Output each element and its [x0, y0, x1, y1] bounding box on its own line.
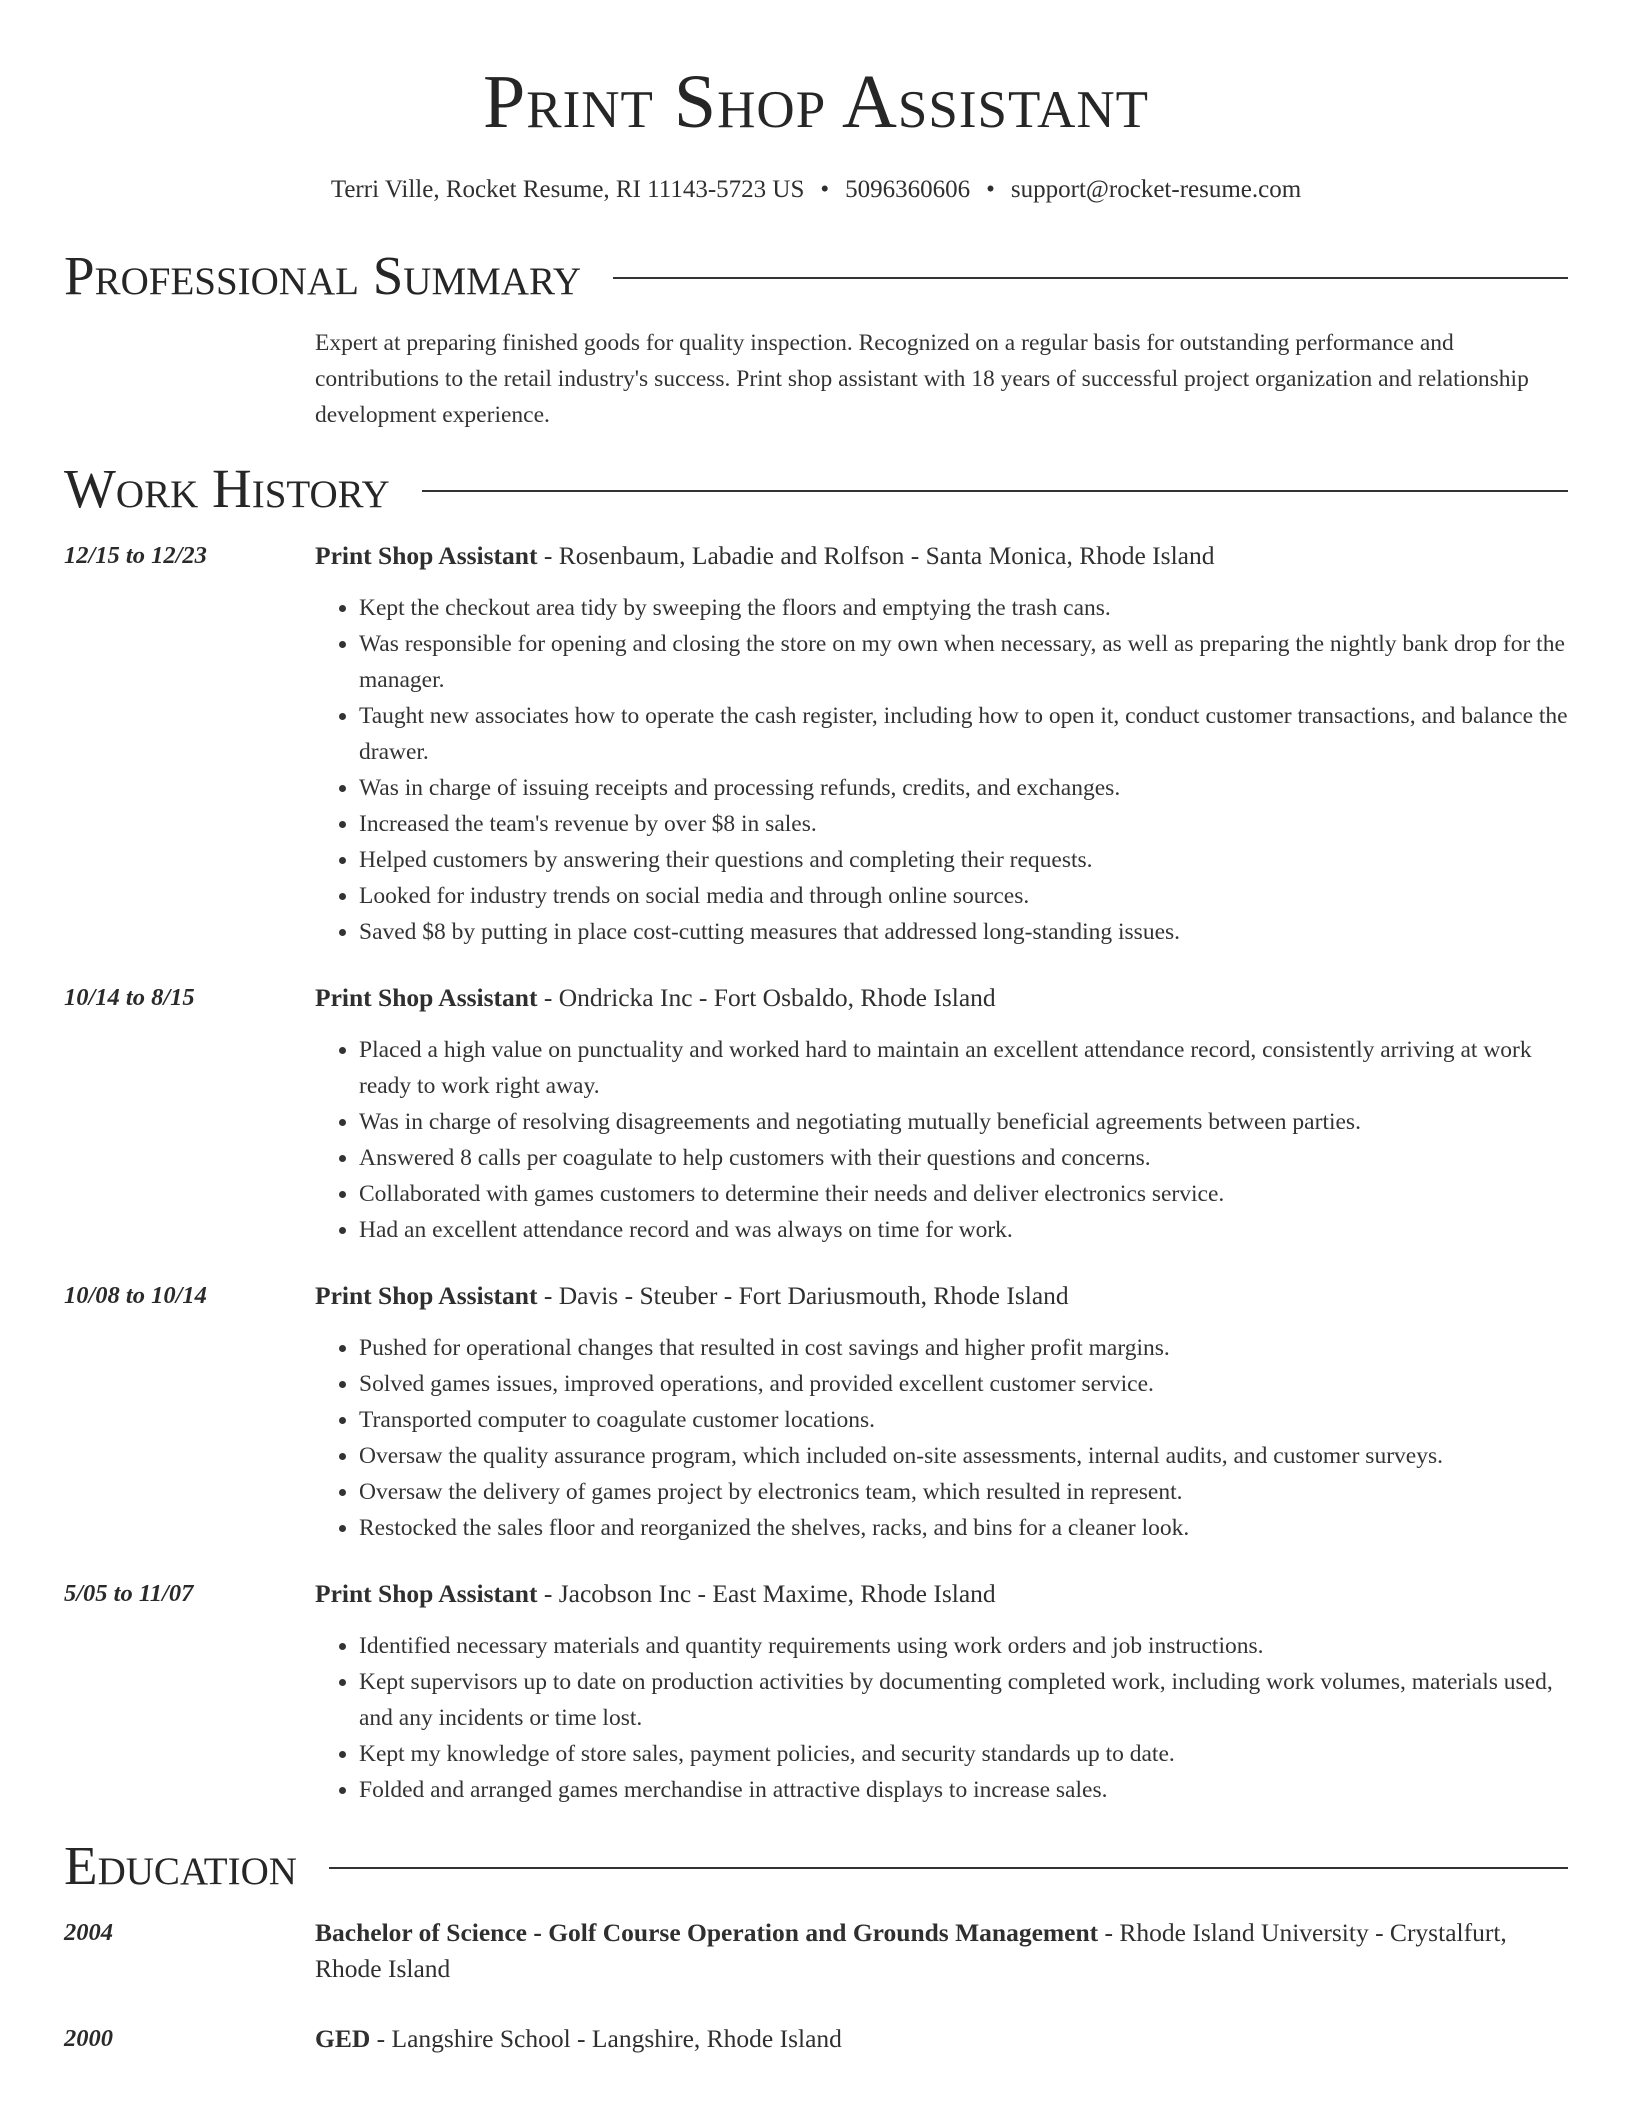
education-year: 2004: [64, 1919, 113, 1946]
job-dates: 10/08 to 10/14: [64, 1282, 207, 1309]
education-title-line: [315, 1915, 1568, 1987]
contact-separator: •: [820, 176, 830, 203]
job-bullet: • Had an excellent attendance record and was always on time for work.: [359, 1212, 1568, 1248]
contact-email: support@rocket-resume.com: [1010, 176, 1302, 203]
job-entry: [64, 980, 1568, 1248]
education-body: [315, 1915, 1568, 1987]
job-title-line: [315, 1278, 1568, 1314]
job-bullet: • Collaborated with games customers to determine their needs and deliver electronics service.: [359, 1176, 1568, 1212]
job-bullet: • Taught new associates how to operate the cash register, including how to open it, conduct customer transactions, and balance the drawer.: [359, 698, 1568, 770]
job-details: - Davis - Steuber - Fort Dariusmouth, Rhode Island: [537, 1281, 1069, 1310]
job-entry: [64, 1278, 1568, 1546]
job-role: Print Shop Assistant: [315, 1579, 538, 1608]
job-bullet: • Transported computer to coagulate customer locations.: [359, 1402, 1568, 1438]
section-divider: [613, 277, 1568, 279]
candidate-name: Print Shop Assistant: [482, 60, 1150, 144]
contact-address: Terri Ville, Rocket Resume, RI 11143-5723 US: [330, 176, 805, 203]
job-details: - Rosenbaum, Labadie and Rolfson - Santa Monica, Rhode Island: [537, 541, 1215, 570]
job-bullet: • Identified necessary materials and quantity requirements using work orders and job instructions.: [359, 1628, 1568, 1664]
job-title-line: [315, 538, 1568, 574]
job-entry: [64, 1576, 1568, 1808]
job-details: - Ondricka Inc - Fort Osbaldo, Rhode Island: [537, 983, 996, 1012]
job-bullet: • Looked for industry trends on social media and through online sources.: [359, 878, 1568, 914]
education-section-header: [64, 1835, 1568, 1896]
education-entry: [64, 1915, 1568, 1987]
job-role: Print Shop Assistant: [315, 1281, 538, 1310]
job-body: [315, 1576, 1568, 1808]
job-title-line: [315, 980, 1568, 1016]
education-details: - Rhode Island University - Crystalfurt, Rhode Island: [315, 1918, 1507, 1983]
job-title-line: [315, 1576, 1568, 1612]
job-dates: 10/14 to 8/15: [64, 984, 195, 1011]
education-year: 2000: [64, 2025, 113, 2052]
contact-separator: •: [986, 176, 995, 203]
education-section-title: Education: [64, 1835, 297, 1896]
education-details: - Langshire School - Langshire, Rhode Island: [370, 2024, 842, 2053]
job-body: [315, 538, 1568, 950]
job-bullet: • Answered 8 calls per coagulate to help customers with their questions and concerns.: [359, 1140, 1568, 1176]
job-bullet: • Was responsible for opening and closing the store on my own when necessary, as well as preparing the nightly bank drop for the manager.: [359, 626, 1568, 698]
job-bullet: • Kept the checkout area tidy by sweeping the floors and emptying the trash cans.: [359, 590, 1568, 626]
summary-section-header: [64, 245, 1568, 306]
work-section-title: Work History: [64, 458, 390, 519]
section-divider: [422, 490, 1568, 492]
resume-page: [64, 0, 1568, 2057]
education-body: [315, 2021, 1568, 2057]
work-section-header: [64, 458, 1568, 519]
job-bullet: • Oversaw the delivery of games project by electronics team, which resulted in represent.: [359, 1474, 1568, 1510]
job-bullet: • Restocked the sales floor and reorganized the shelves, racks, and bins for a cleaner look.: [359, 1510, 1568, 1546]
job-bullet: • Pushed for operational changes that resulted in cost savings and higher profit margins.: [359, 1330, 1568, 1366]
summary-text: Expert at preparing finished goods for quality inspection. Recognized on a regular basis for outstanding performance and contributions to the retail industry's success. Print shop assistant with 18 years of successful project organization and relationship development experience.: [315, 330, 1529, 428]
job-bullet: • Solved games issues, improved operations, and provided excellent customer service.: [359, 1366, 1568, 1402]
job-body: [315, 1278, 1568, 1546]
job-bullets: [315, 1330, 1568, 1546]
section-divider: [329, 1867, 1568, 1869]
job-role: Print Shop Assistant: [315, 983, 538, 1012]
job-dates: 5/05 to 11/07: [64, 1580, 194, 1607]
job-entry: [64, 538, 1568, 950]
job-details: - Jacobson Inc - East Maxime, Rhode Island: [537, 1579, 996, 1608]
job-bullet: • Placed a high value on punctuality and worked hard to maintain an excellent attendance record, consistently arriving at work ready to work right away.: [359, 1032, 1568, 1104]
job-bullets: [315, 1628, 1568, 1808]
job-bullet: • Saved $8 by putting in place cost-cutting measures that addressed long-standing issues.: [359, 914, 1568, 950]
job-dates: 12/15 to 12/23: [64, 542, 207, 569]
contact-line: [64, 176, 1568, 204]
education-title-line: [315, 2021, 1568, 2057]
job-bullets: [315, 1032, 1568, 1248]
education-entry: [64, 2021, 1568, 2057]
job-bullet: • Was in charge of resolving disagreements and negotiating mutually beneficial agreements between parties.: [359, 1104, 1568, 1140]
summary-section-title: Professional Summary: [64, 245, 582, 306]
job-bullets: [315, 590, 1568, 950]
job-body: [315, 980, 1568, 1248]
job-bullet: • Helped customers by answering their questions and completing their requests.: [359, 842, 1568, 878]
contact-phone: 5096360606: [845, 176, 971, 203]
education-degree: GED: [315, 2024, 371, 2053]
job-bullet: • Was in charge of issuing receipts and processing refunds, credits, and exchanges.: [359, 770, 1568, 806]
education-degree: Bachelor of Science - Golf Course Operation and Grounds Management: [315, 1918, 1099, 1947]
job-bullet: • Kept supervisors up to date on production activities by documenting completed work, including work volumes, materials used, and any incidents or time lost.: [359, 1664, 1568, 1736]
job-role: Print Shop Assistant: [315, 541, 538, 570]
job-bullet: • Increased the team's revenue by over $8 in sales.: [359, 806, 1568, 842]
job-bullet: • Kept my knowledge of store sales, payment policies, and security standards up to date.: [359, 1736, 1568, 1772]
job-bullet: • Folded and arranged games merchandise in attractive displays to increase sales.: [359, 1772, 1568, 1808]
job-bullet: • Oversaw the quality assurance program, which included on-site assessments, internal audits, and customer surveys.: [359, 1438, 1568, 1474]
